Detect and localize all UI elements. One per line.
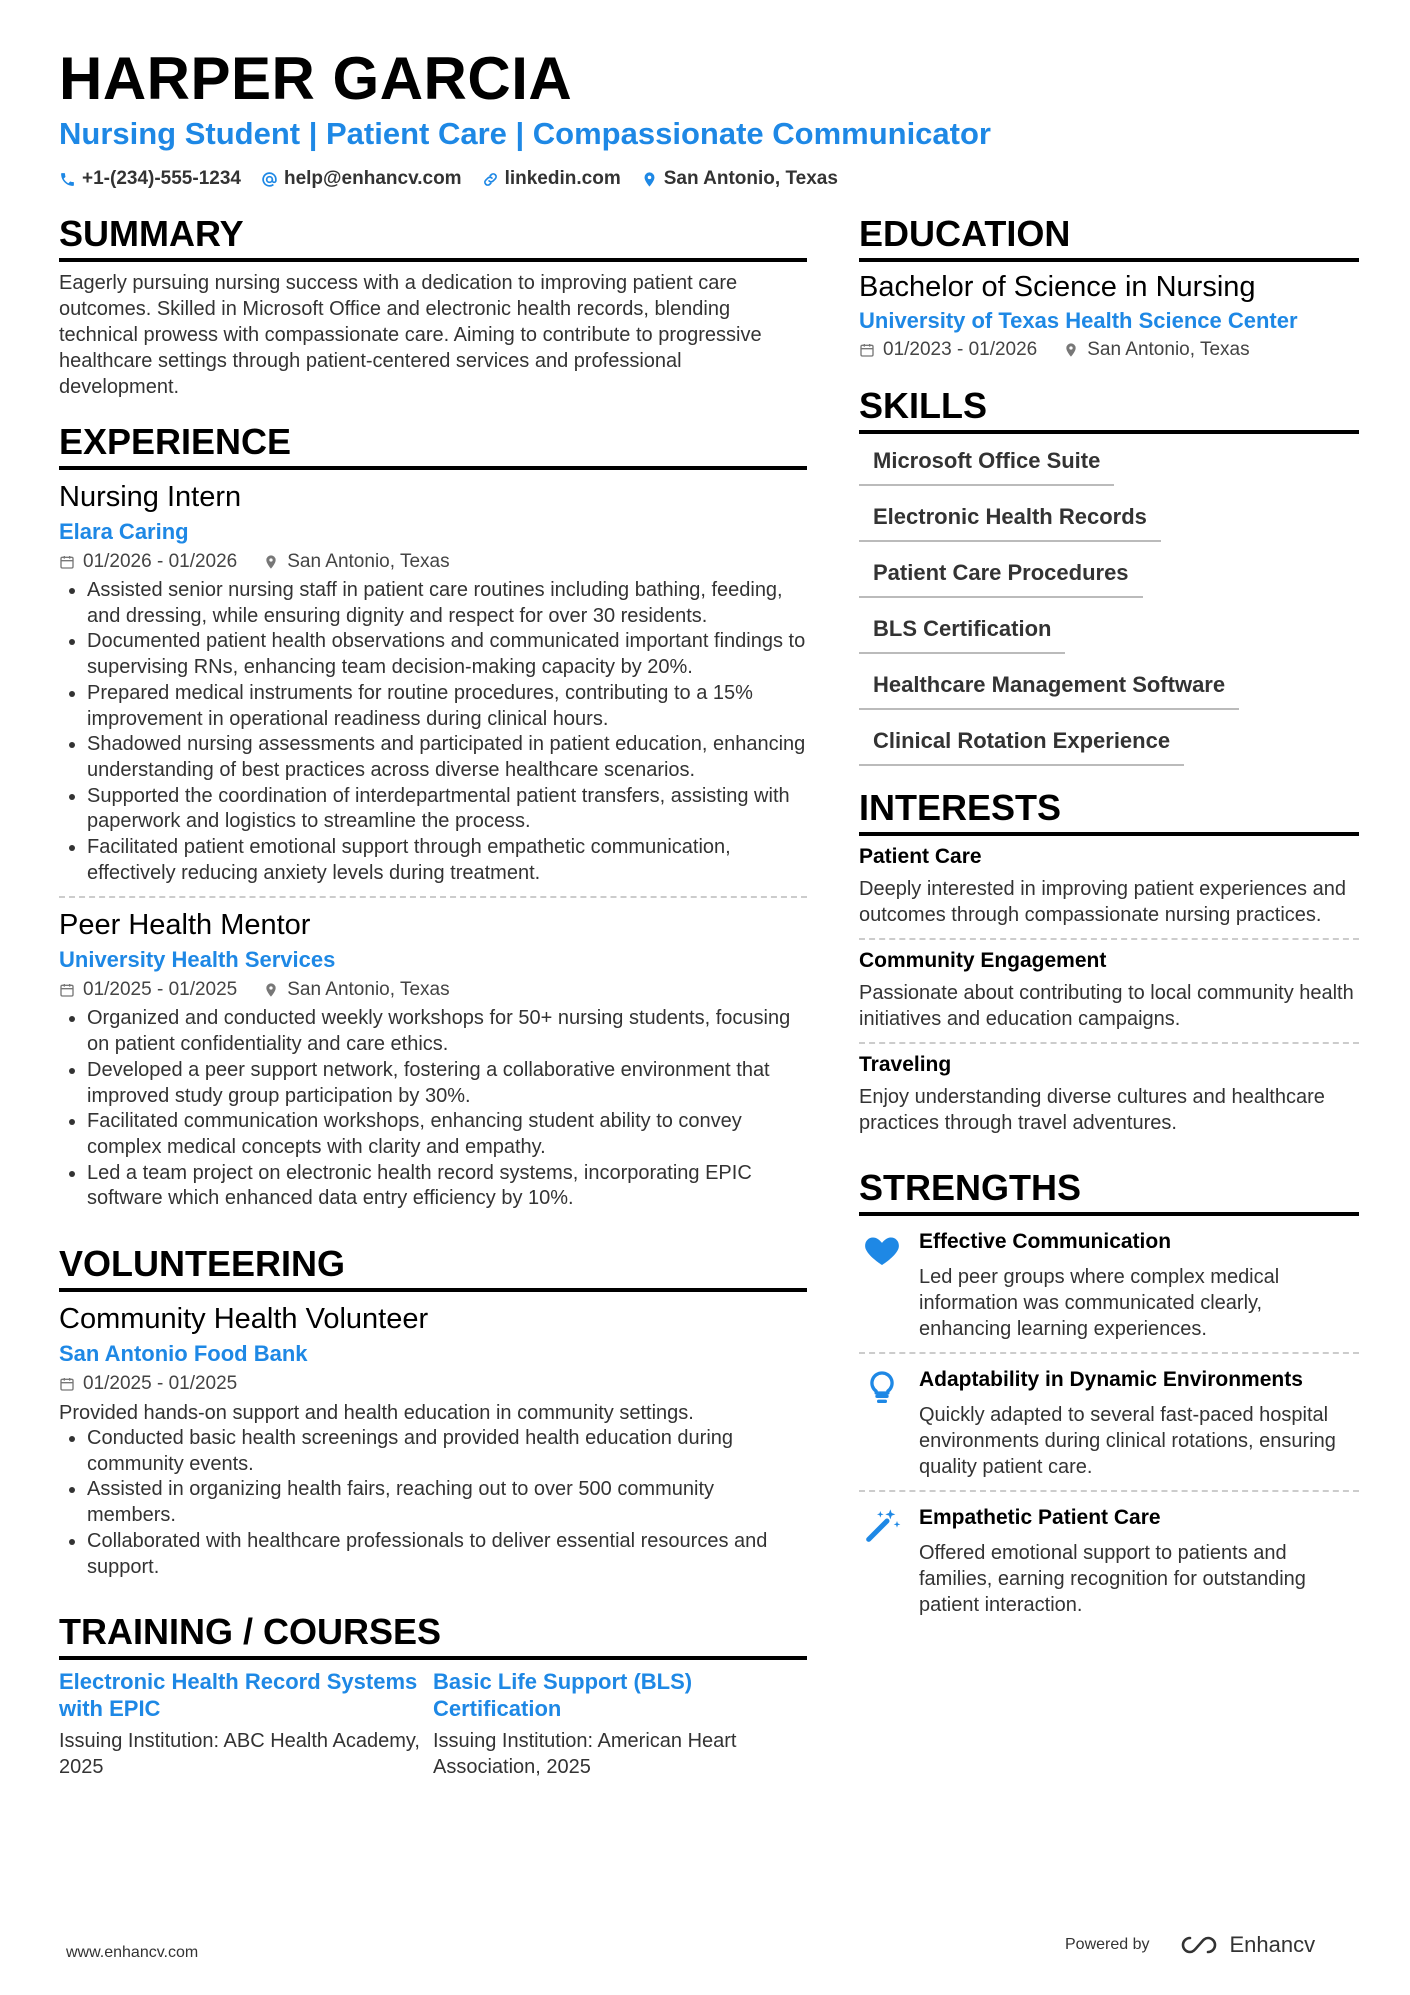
volunteering-title: VOLUNTEERING bbox=[59, 1242, 807, 1292]
link-icon bbox=[482, 171, 499, 188]
strength-description: Offered emotional support to patients and families, earning recognition for outstanding patient interaction. bbox=[919, 1542, 1306, 1616]
headline: Nursing Student | Patient Care | Compassionate Communicator bbox=[59, 116, 991, 151]
job-location bbox=[263, 976, 449, 1004]
strength-title: Effective Communication bbox=[919, 1230, 1172, 1253]
experience-section bbox=[59, 420, 807, 1222]
course-title: Basic Life Support (BLS) Certification bbox=[433, 1669, 693, 1722]
volunteer-role: Community Health Volunteer bbox=[59, 1303, 429, 1336]
calendar-icon bbox=[59, 1376, 75, 1392]
bullet-item: • Documented patient health observations and communicated important findings to supervising RNs, enhancing team decision-making capacity by 20%. bbox=[87, 629, 807, 680]
degree: Bachelor of Science in Nursing bbox=[859, 271, 1256, 303]
interest-description: Passionate about contributing to local community health initiatives and education campaigns. bbox=[859, 982, 1354, 1030]
interest-item bbox=[859, 938, 1359, 1042]
strength-icon-wrap bbox=[859, 1366, 905, 1480]
footer-branding bbox=[1065, 1932, 1315, 1958]
brand-name: Enhancv bbox=[1229, 1932, 1316, 1957]
course-description: Issuing Institution: ABC Health Academy, 2025 bbox=[59, 1730, 420, 1779]
school: University of Texas Health Science Center bbox=[859, 308, 1298, 333]
linkedin-text: linkedin.com bbox=[504, 168, 621, 189]
job-bullets bbox=[59, 578, 807, 886]
footer-website[interactable]: www.enhancv.com bbox=[66, 1944, 199, 1961]
powered-by-text: Powered by bbox=[1065, 1936, 1150, 1953]
bullet-item: • Organized and conducted weekly workshops for 50+ nursing students, focusing on patient confidentiality and care ethics. bbox=[87, 1006, 807, 1057]
strength-icon-wrap bbox=[859, 1504, 905, 1618]
volunteer-meta bbox=[59, 1370, 807, 1398]
at-icon bbox=[261, 171, 278, 188]
summary-text: Eagerly pursuing nursing success with a dedication to improving patient care outcomes. Skilled in Microsoft Office and electronic health records, blending technical prowess with compassionate care. Aiming to contribute to progressive healthcare settings through patient-centered services and professional development. bbox=[59, 272, 762, 398]
phone-text: +1-(234)-555-1234 bbox=[82, 168, 241, 189]
interests-section bbox=[859, 786, 1359, 1146]
location-pin-icon bbox=[263, 982, 279, 998]
interests-title: INTERESTS bbox=[859, 786, 1359, 836]
strength-item bbox=[859, 1352, 1359, 1490]
left-column bbox=[59, 212, 807, 1800]
interest-title: Patient Care bbox=[859, 845, 982, 868]
summary-section bbox=[59, 212, 807, 400]
contact-bar bbox=[59, 168, 838, 190]
candidate-name: HARPER GARCIA bbox=[59, 45, 573, 112]
skills-title: SKILLS bbox=[859, 384, 1359, 434]
interest-description: Deeply interested in improving patient experiences and outcomes through compassionate nursing practices. bbox=[859, 878, 1346, 926]
job-role: Nursing Intern bbox=[59, 481, 242, 513]
magic-wand-icon bbox=[862, 1506, 902, 1546]
strengths-title: STRENGTHS bbox=[859, 1166, 1359, 1216]
contact-linkedin[interactable] bbox=[482, 168, 621, 190]
job-bullets bbox=[59, 1006, 807, 1212]
volunteer-organization: San Antonio Food Bank bbox=[59, 1341, 308, 1367]
location-text: San Antonio, Texas bbox=[663, 168, 838, 189]
interest-title: Traveling bbox=[859, 1053, 952, 1076]
email-text: help@enhancv.com bbox=[283, 168, 462, 189]
lightbulb-icon bbox=[862, 1368, 902, 1408]
job-company: Elara Caring bbox=[59, 519, 189, 544]
experience-entry bbox=[59, 896, 807, 1222]
job-dates-text: 01/2026 - 01/2026 bbox=[83, 551, 238, 572]
volunteer-bullets bbox=[59, 1426, 807, 1580]
job-location-text: San Antonio, Texas bbox=[287, 979, 450, 1001]
volunteer-dates bbox=[59, 1370, 237, 1398]
strength-item bbox=[859, 1490, 1359, 1628]
bullet-item: • Prepared medical instruments for routine procedures, contributing to a 15% improvement in operational readiness during clinical hours. bbox=[87, 681, 807, 732]
strength-body bbox=[919, 1504, 1359, 1618]
education-dates bbox=[859, 336, 1037, 364]
bullet-item: • Facilitated communication workshops, enhancing student ability to convey complex medical concepts with clarity and empathy. bbox=[87, 1109, 807, 1160]
education-title: EDUCATION bbox=[859, 212, 1359, 262]
bullet-item: • Assisted in organizing health fairs, reaching out to over 500 community members. bbox=[87, 1477, 807, 1528]
training-title: TRAINING / COURSES bbox=[59, 1610, 807, 1660]
education-section bbox=[859, 212, 1359, 364]
experience-title: EXPERIENCE bbox=[59, 420, 807, 470]
job-meta bbox=[59, 976, 807, 1004]
job-company: University Health Services bbox=[59, 947, 336, 973]
job-dates bbox=[59, 548, 237, 576]
strength-item bbox=[859, 1216, 1359, 1352]
strength-body bbox=[919, 1228, 1359, 1342]
volunteer-dates-text: 01/2025 - 01/2025 bbox=[83, 1373, 238, 1395]
location-pin-icon bbox=[263, 554, 279, 570]
skill-tag: Microsoft Office Suite bbox=[859, 442, 1114, 486]
strengths-section bbox=[859, 1166, 1359, 1628]
bullet-item: • Assisted senior nursing staff in patient care routines including bathing, feeding, and dressing, while ensuring dignity and respect for over 30 residents. bbox=[87, 578, 807, 629]
education-dates-text: 01/2023 - 01/2026 bbox=[883, 339, 1038, 360]
course-title: Electronic Health Record Systems with EPIC bbox=[59, 1669, 418, 1722]
strength-description: Quickly adapted to several fast-paced hospital environments during clinical rotations, ensuring quality patient care. bbox=[919, 1404, 1336, 1478]
course-description: Issuing Institution: American Heart Association, 2025 bbox=[433, 1730, 737, 1779]
bullet-item: • Developed a peer support network, fostering a collaborative environment that improved study group participation by 30%. bbox=[87, 1058, 807, 1109]
bullet-item: • Shadowed nursing assessments and participated in patient education, enhancing understanding of best practices across diverse healthcare scenarios. bbox=[87, 732, 807, 783]
location-pin-icon bbox=[1063, 342, 1079, 358]
contact-email[interactable] bbox=[261, 168, 462, 190]
bullet-item: • Led a team project on electronic health record systems, incorporating EPIC software which enhanced data entry efficiency by 10%. bbox=[87, 1161, 807, 1212]
job-role: Peer Health Mentor bbox=[59, 909, 311, 942]
strength-description: Led peer groups where complex medical information was communicated clearly, enhancing learning experiences. bbox=[919, 1266, 1280, 1340]
calendar-icon bbox=[59, 554, 75, 570]
strength-title: Adaptability in Dynamic Environments bbox=[919, 1368, 1303, 1391]
summary-title: SUMMARY bbox=[59, 212, 807, 262]
course-item bbox=[59, 1668, 433, 1780]
contact-location bbox=[641, 168, 838, 190]
bullet-item: • Facilitated patient emotional support through empathetic communication, effectively reducing anxiety levels during treatment. bbox=[87, 835, 807, 886]
contact-phone bbox=[59, 168, 241, 190]
brand-logo[interactable] bbox=[1176, 1932, 1316, 1958]
job-location bbox=[263, 548, 449, 576]
education-location-text: San Antonio, Texas bbox=[1087, 339, 1250, 360]
experience-entry bbox=[59, 470, 807, 896]
skill-tag: Patient Care Procedures bbox=[859, 554, 1143, 598]
interest-description: Enjoy understanding diverse cultures and healthcare practices through travel adventures. bbox=[859, 1086, 1325, 1134]
interest-item bbox=[859, 836, 1359, 938]
job-dates bbox=[59, 976, 237, 1004]
skills-list bbox=[859, 442, 1359, 766]
bullet-item: • Collaborated with healthcare professionals to deliver essential resources and support. bbox=[87, 1529, 807, 1580]
education-meta bbox=[859, 336, 1359, 364]
right-column bbox=[859, 212, 1359, 1648]
course-item bbox=[433, 1668, 807, 1780]
heart-icon bbox=[862, 1230, 902, 1270]
job-dates-text: 01/2025 - 01/2025 bbox=[83, 979, 238, 1001]
volunteer-description: Provided hands-on support and health education in community settings. bbox=[59, 1402, 694, 1425]
calendar-icon bbox=[859, 342, 875, 358]
skill-tag: BLS Certification bbox=[859, 610, 1065, 654]
bullet-item: • Supported the coordination of interdepartmental patient transfers, assisting with paperwork and logistics to streamline the process. bbox=[87, 784, 807, 835]
skill-tag: Healthcare Management Software bbox=[859, 666, 1239, 710]
calendar-icon bbox=[59, 982, 75, 998]
interest-title: Community Engagement bbox=[859, 949, 1107, 972]
courses-grid bbox=[59, 1668, 807, 1780]
location-pin-icon bbox=[641, 171, 658, 188]
strength-body bbox=[919, 1366, 1359, 1480]
bullet-item: • Conducted basic health screenings and provided health education during community events. bbox=[87, 1426, 807, 1477]
strength-icon-wrap bbox=[859, 1228, 905, 1342]
volunteering-section bbox=[59, 1242, 807, 1590]
phone-icon bbox=[59, 171, 76, 188]
interest-item bbox=[859, 1042, 1359, 1146]
job-location-text: San Antonio, Texas bbox=[287, 551, 450, 572]
strength-title: Empathetic Patient Care bbox=[919, 1506, 1161, 1529]
volunteering-entry bbox=[59, 1292, 807, 1590]
skill-tag: Electronic Health Records bbox=[859, 498, 1161, 542]
enhancv-logo-icon bbox=[1176, 1932, 1222, 1958]
skill-tag: Clinical Rotation Experience bbox=[859, 722, 1184, 766]
skills-section bbox=[859, 384, 1359, 766]
job-meta bbox=[59, 548, 807, 576]
training-section bbox=[59, 1610, 807, 1780]
education-location bbox=[1063, 336, 1249, 364]
